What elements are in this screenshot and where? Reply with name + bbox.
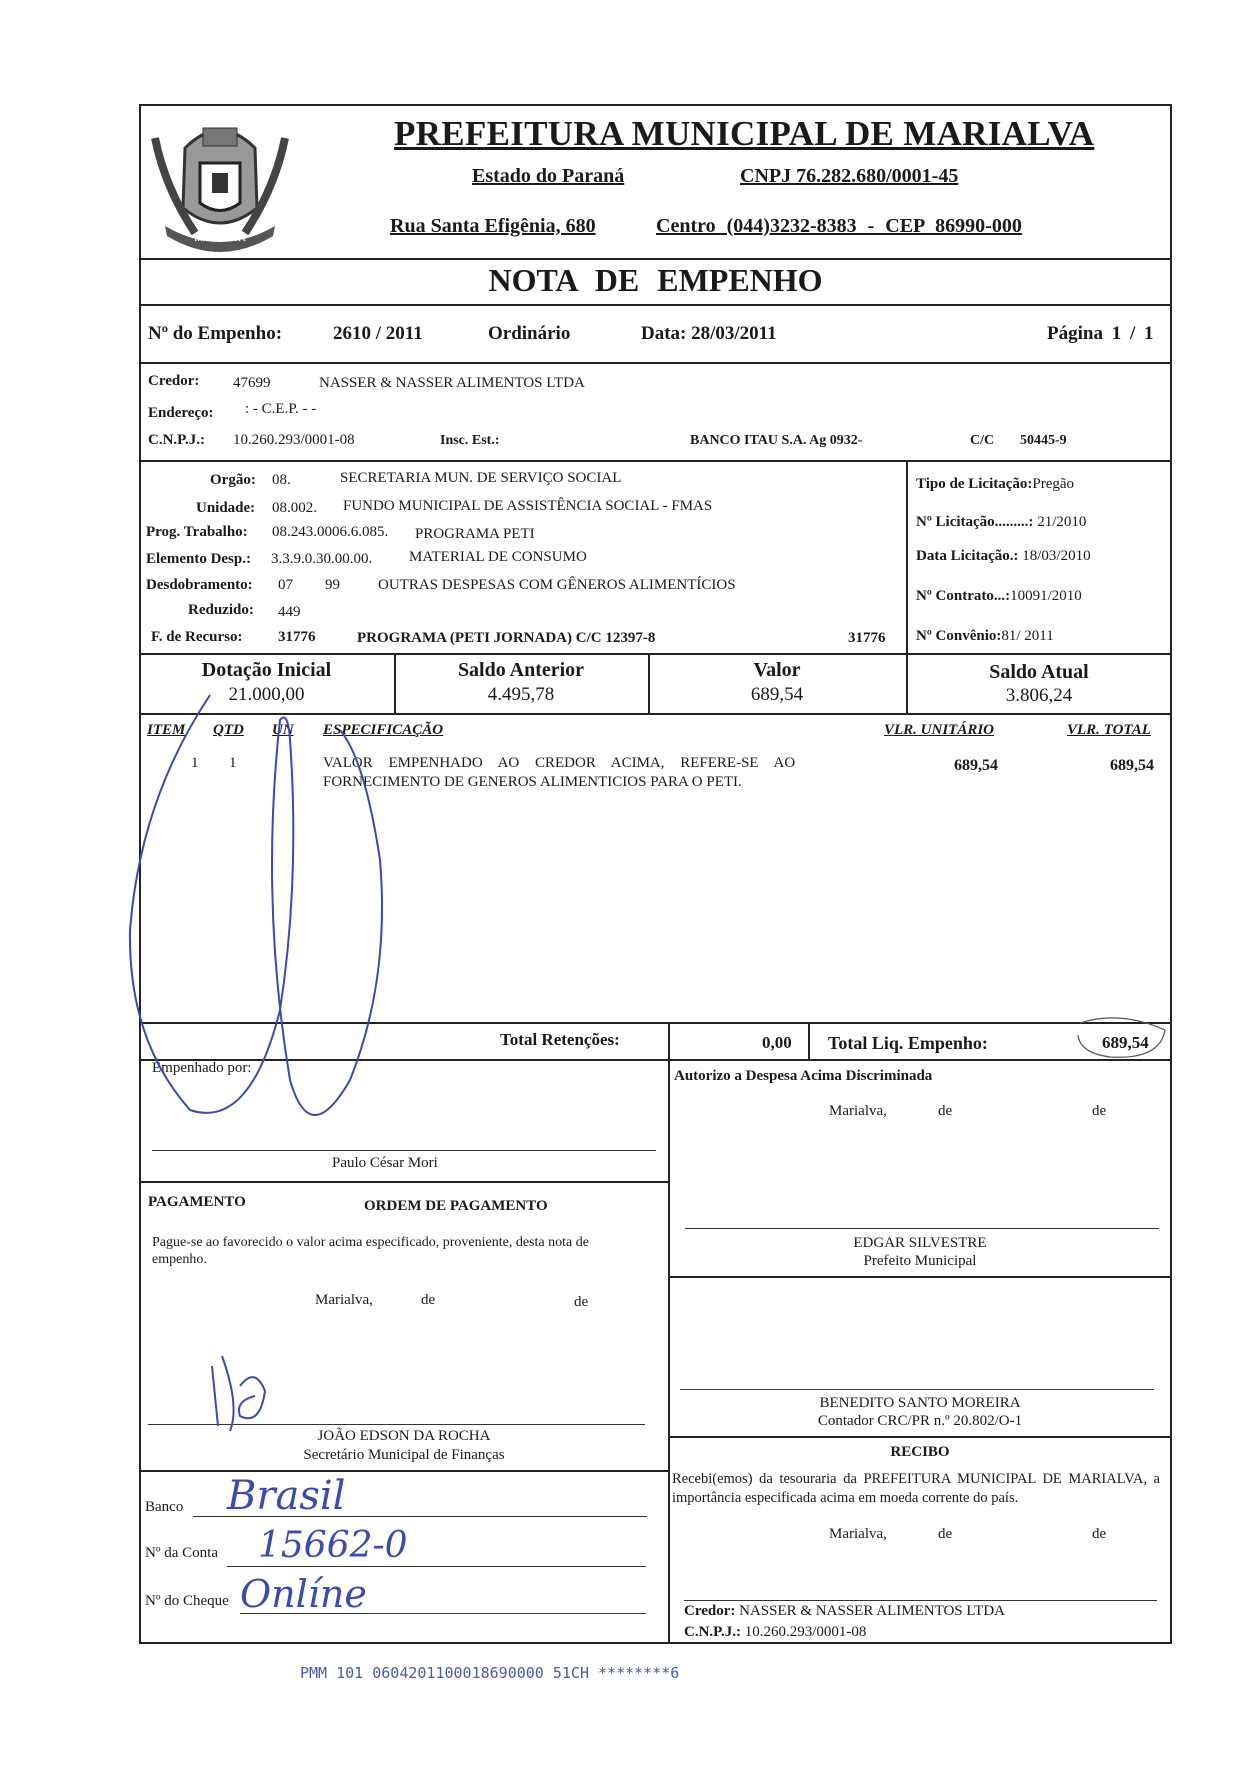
recurso-name: PROGRAMA (PETI JORNADA) C/C 12397-8 — [357, 630, 656, 646]
credor-name: NASSER & NASSER ALIMENTOS LTDA — [319, 375, 585, 391]
prog-trabalho-code: 08.243.0006.6.085. — [272, 524, 389, 540]
empenho-type: Ordinário — [488, 323, 571, 344]
autorizo-de1: de — [938, 1103, 953, 1119]
credor-code: 47699 — [233, 375, 271, 391]
endereco-label: Endereço: — [148, 405, 214, 421]
recibo-title: RECIBO — [890, 1444, 950, 1460]
item-qtd: 1 — [229, 755, 237, 771]
saldo-anterior-label: Saldo Anterior — [457, 659, 585, 681]
autorizo-title: Autorizo a Despesa Acima Discriminada — [674, 1068, 933, 1084]
contador-role: Contador CRC/PR n.º 20.802/O-1 — [817, 1413, 1023, 1429]
saldo-atual-value: 3.806,24 — [1005, 685, 1073, 706]
recibo-cnpj: C.N.P.J.: 10.260.293/0001-08 — [684, 1624, 867, 1640]
header-street: Rua Santa Efigênia, 680 — [390, 215, 596, 237]
contador-name: BENEDITO SANTO MOREIRA — [819, 1395, 1021, 1411]
orgao-name: SECRETARIA MUN. DE SERVIÇO SOCIAL — [340, 470, 622, 486]
endereco-value: : - C.E.P. - - — [245, 401, 317, 417]
reduzido-label: Reduzido: — [188, 602, 254, 618]
recibo-de2: de — [1092, 1526, 1107, 1542]
col-item: ITEM — [147, 722, 186, 738]
desdobramento-name: OUTRAS DESPESAS COM GÊNEROS ALIMENTÍCIOS — [378, 577, 736, 593]
elemento-name: MATERIAL DE CONSUMO — [409, 549, 587, 565]
circled-total — [1070, 1005, 1170, 1065]
item-spec-line2: FORNECIMENTO DE GENEROS ALIMENTICIOS PARA O PETI. — [323, 774, 742, 790]
document-title: NOTA DE EMPENHO — [488, 262, 823, 298]
credor-cnpj: 10.260.293/0001-08 — [233, 432, 355, 448]
recibo-city: Marialva, — [829, 1526, 887, 1542]
initials-mark — [200, 1346, 280, 1436]
pagamento-de1: de — [421, 1292, 436, 1308]
item-total-value: 689,54 — [1110, 757, 1154, 774]
prog-trabalho-label: Prog. Trabalho: — [146, 524, 248, 540]
licitacao-number: Nº Licitação.........: 21/2010 — [916, 514, 1087, 530]
retencoes-value: 0,00 — [762, 1033, 792, 1052]
recurso-label: F. de Recurso: — [151, 629, 243, 645]
handwritten-signature — [120, 680, 440, 1140]
empenho-number: 2610 / 2011 — [333, 323, 423, 344]
secretario-name: JOÃO EDSON DA ROCHA — [317, 1428, 491, 1444]
pagamento-label: PAGAMENTO — [148, 1194, 246, 1210]
credor-label: Credor: — [148, 373, 200, 389]
secretario-role: Secretário Municipal de Finanças — [303, 1447, 505, 1463]
insc-est-label: Insc. Est.: — [440, 433, 500, 448]
licitacao-date: Data Licitação.: 18/03/2010 — [916, 548, 1091, 564]
cc-value: 50445-9 — [1020, 433, 1067, 448]
empenho-number-label: Nº do Empenho: — [148, 323, 283, 344]
pagamento-city: Marialva, — [315, 1292, 373, 1308]
retencoes-label: Total Retenções: — [500, 1030, 620, 1049]
elemento-code: 3.3.9.0.30.00.00. — [271, 551, 373, 567]
state-name: Estado do Paraná — [472, 165, 625, 187]
convenio-number: Nº Convênio:81/ 2011 — [916, 628, 1054, 644]
empenho-date: Data: 28/03/2011 — [641, 323, 777, 344]
header-cnpj: CNPJ 76.282.680/0001-45 — [740, 165, 959, 187]
recurso-code2: 31776 — [848, 630, 886, 646]
pagamento-de2: de — [574, 1294, 589, 1310]
total-liq-label: Total Liq. Empenho: — [828, 1033, 988, 1053]
municipal-crest-logo — [145, 108, 295, 256]
conta-label: Nº da Conta — [145, 1545, 218, 1561]
reduzido-value: 449 — [278, 604, 301, 620]
ordem-pagamento-label: ORDEM DE PAGAMENTO — [364, 1198, 548, 1214]
banco-handwritten: Brasil — [227, 1473, 346, 1519]
saldo-atual-label: Saldo Atual — [989, 661, 1089, 683]
prefeito-name: EDGAR SILVESTRE — [853, 1235, 987, 1251]
page-number: Página 1 / 1 — [1047, 323, 1154, 344]
licitacao-type: Tipo de Licitação:Pregão — [916, 476, 1075, 492]
bank-name: BANCO ITAU S.A. Ag 0932- — [690, 433, 863, 448]
svg-text:MARIALVA: MARIALVA — [194, 233, 246, 244]
empenhado-name: Paulo César Mori — [332, 1155, 438, 1171]
col-unit-value: VLR. UNITÁRIO — [884, 722, 995, 738]
conta-handwritten: 15662-0 — [258, 1525, 408, 1566]
desdobramento-code: 07 — [278, 577, 293, 593]
banco-label: Banco — [145, 1499, 184, 1515]
header-contact: Centro (044)3232-8383 - CEP 86990-000 — [656, 215, 1022, 237]
item-spec-line1: VALOR EMPENHADO AO CREDOR ACIMA, REFERE-SE AO — [323, 755, 796, 771]
valor-label: Valor — [753, 659, 801, 681]
footer-code: PMM 101 0604201100018690000 51CH ********6 — [300, 1664, 680, 1682]
cheque-label: Nº do Cheque — [145, 1593, 229, 1609]
col-total-value: VLR. TOTAL — [1067, 722, 1151, 738]
recibo-text: Recebi(emos) da tesouraria da PREFEITURA MUNICIPAL DE MARIALVA, a importância especificada acima em moeda corrente do país. — [672, 1471, 1160, 1506]
autorizo-city: Marialva, — [829, 1103, 887, 1119]
col-qtd: QTD — [213, 722, 244, 738]
cc-label: C/C — [970, 433, 995, 448]
elemento-label: Elemento Desp.: — [146, 551, 251, 567]
valor-value: 689,54 — [750, 684, 804, 705]
desdobramento-code2: 99 — [325, 577, 340, 593]
cnpj-label: C.N.P.J.: — [148, 432, 205, 448]
unidade-name: FUNDO MUNICIPAL DE ASSISTÊNCIA SOCIAL - FMAS — [343, 498, 713, 514]
autorizo-de2: de — [1092, 1103, 1107, 1119]
recurso-code: 31776 — [278, 629, 316, 645]
dotacao-label: Dotação Inicial — [201, 659, 332, 681]
cheque-handwritten: Onlíne — [240, 1572, 367, 1616]
prog-trabalho-name: PROGRAMA PETI — [415, 526, 535, 542]
empenhado-label: Empenhado por: — [152, 1060, 252, 1076]
orgao-label: Orgão: — [210, 472, 256, 488]
page-title: PREFEITURA MUNICIPAL DE MARIALVA — [394, 114, 1095, 153]
desdobramento-label: Desdobramento: — [146, 577, 253, 593]
unidade-code: 08.002. — [272, 500, 317, 516]
orgao-code: 08. — [272, 472, 291, 488]
recibo-de1: de — [938, 1526, 953, 1542]
saldo-anterior-value: 4.495,78 — [487, 684, 555, 705]
recibo-credor: Credor: NASSER & NASSER ALIMENTOS LTDA — [684, 1603, 1006, 1619]
pagamento-text: Pague-se ao favorecido o valor acima especificado, proveniente, desta nota de empenho. — [152, 1235, 589, 1267]
item-unit-value: 689,54 — [954, 757, 998, 774]
item-number: 1 — [191, 755, 199, 771]
col-spec: ESPECIFICAÇÃO — [323, 722, 444, 738]
total-liq-value: 689,54 — [1102, 1033, 1149, 1052]
dotacao-value: 21.000,00 — [228, 684, 305, 705]
col-un: UN — [272, 722, 294, 738]
prefeito-role: Prefeito Municipal — [863, 1253, 977, 1269]
contrato-number: Nº Contrato...:10091/2010 — [916, 588, 1082, 604]
unidade-label: Unidade: — [196, 500, 256, 516]
